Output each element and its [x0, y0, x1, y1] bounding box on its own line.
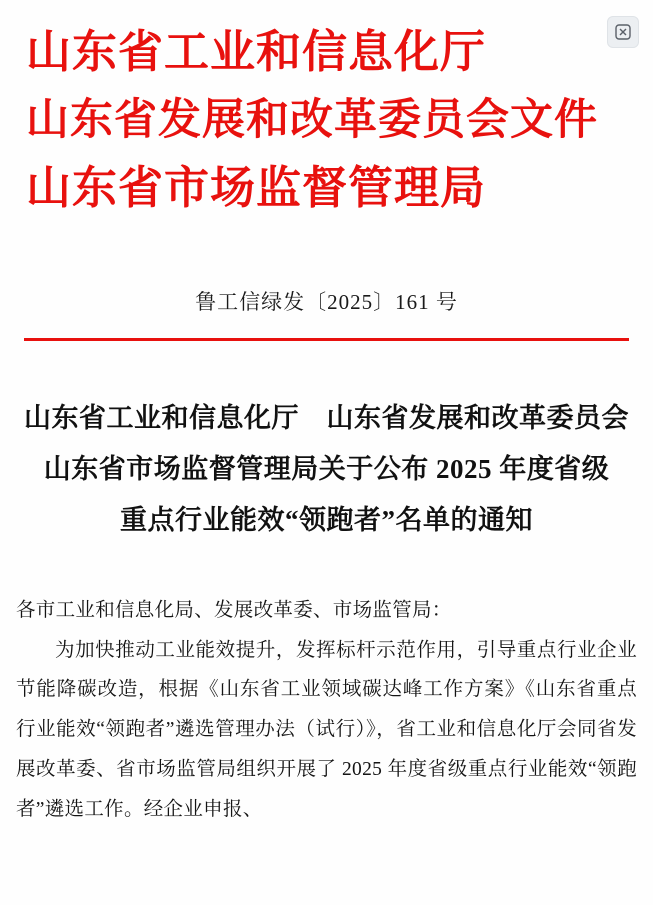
letterhead-line-2: 山东省发展和改革委员会文件 — [26, 96, 598, 144]
document-body — [0, 591, 653, 831]
document-number: 鲁工信绿发〔2025〕161 号 — [195, 290, 458, 315]
title-line-3: 重点行业能效“领跑者”名单的通知 — [120, 505, 533, 536]
letterhead — [0, 0, 653, 224]
red-divider — [24, 338, 629, 341]
body-paragraph: 为加快推动工业能效提升，发挥标杆示范作用，引导重点行业企业节能降碳改造，根据《山东省工业领域碳达峰工作方案》《山东省重点行业能效“领跑者”遴选管理办法（试行）》，省工业和信息化厅会同省发展改革委、省市场监管局组织开展了 2025 年度省级重点行业能效“领跑者”遴选工作。经企业申报、 — [16, 639, 637, 821]
letterhead-line-3: 山东省市场监督管理局 — [26, 163, 487, 214]
close-icon[interactable] — [607, 16, 639, 48]
title-line-1: 山东省工业和信息化厅 山东省发展和改革委员会 — [24, 402, 629, 433]
title-line-2: 山东省市场监督管理局关于公布 2025 年度省级 — [43, 453, 610, 484]
body-salutation: 各市工业和信息化局、发展改革委、市场监管局： — [16, 599, 452, 621]
document-title — [0, 393, 653, 547]
letterhead-line-1: 山东省工业和信息化厅 — [26, 27, 487, 77]
